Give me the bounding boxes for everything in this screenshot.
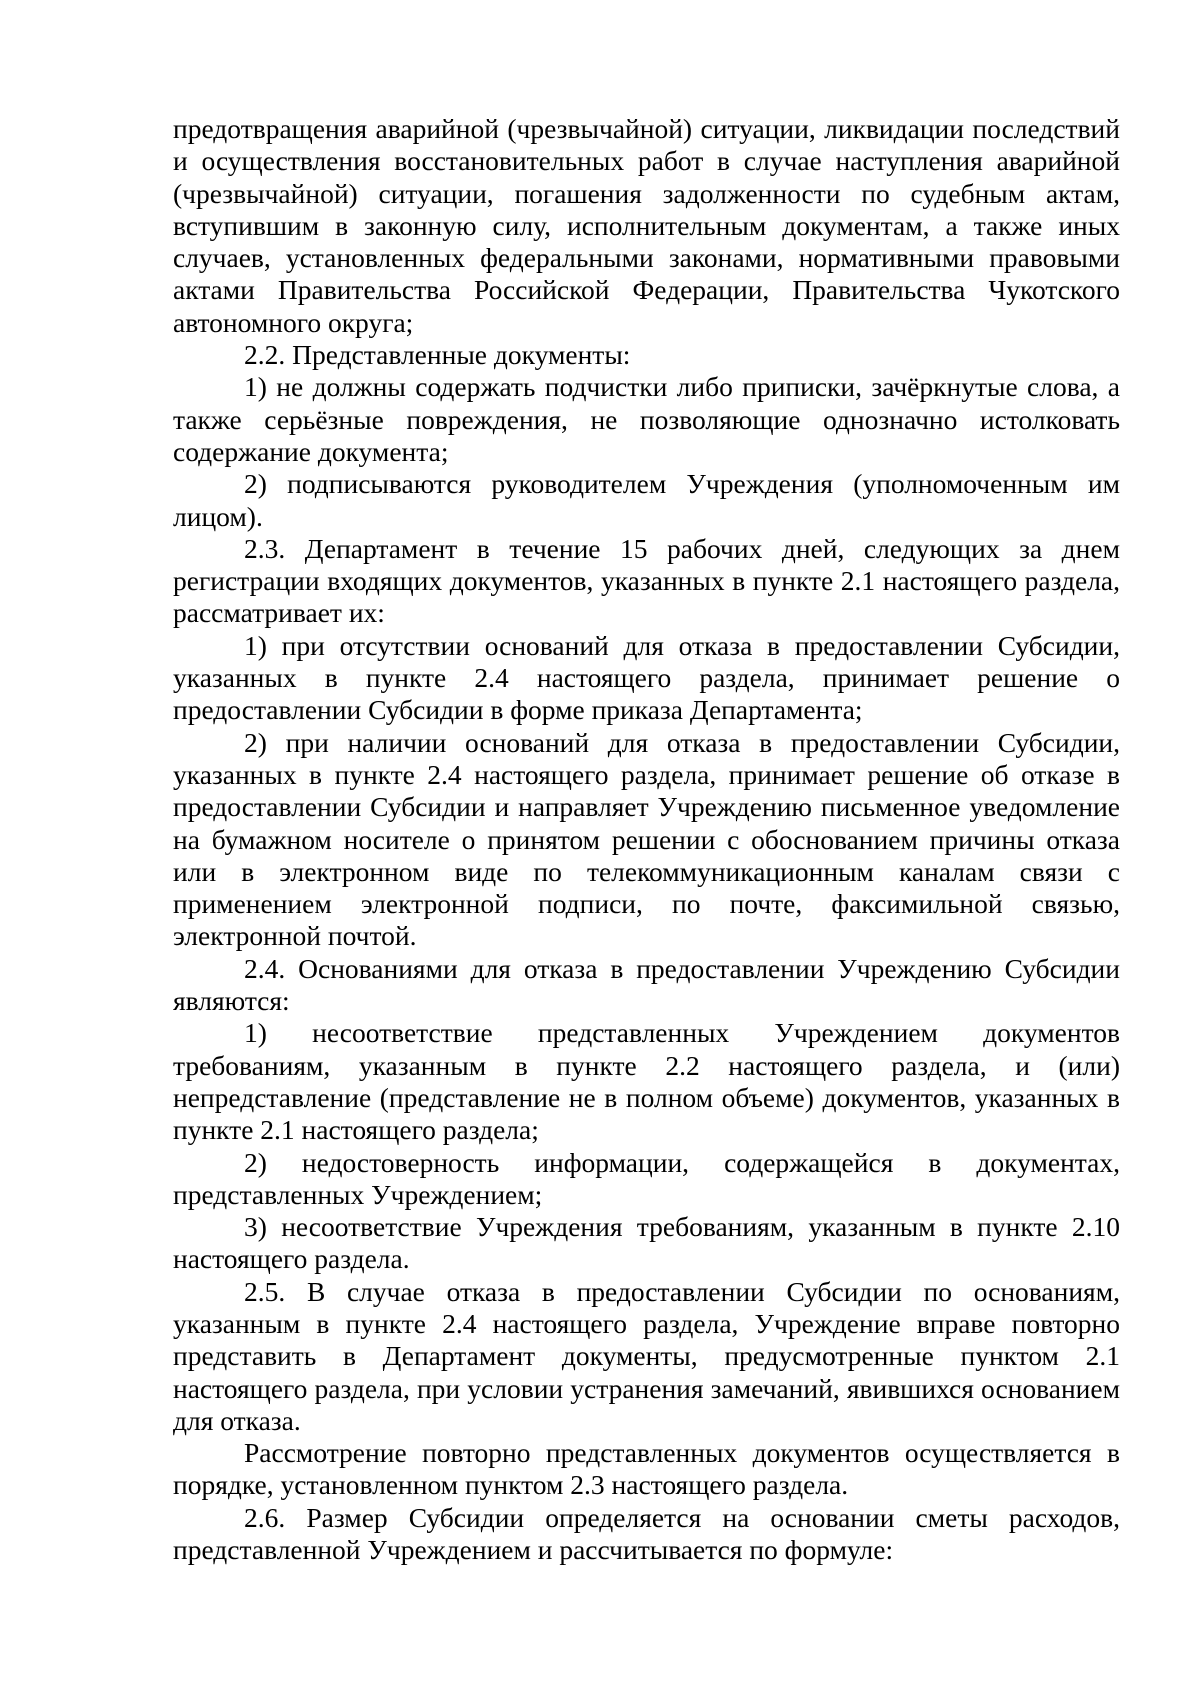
paragraph-2-2-item-2: 2) подписываются руководителем Учреждения (уполномоченным им лицом). bbox=[173, 468, 1120, 532]
paragraph-2-4-item-3: 3) несоответствие Учреждения требованиям, указанным в пункте 2.10 настоящего раздела. bbox=[173, 1211, 1120, 1275]
paragraph-2-2: 2.2. Представленные документы: bbox=[244, 339, 631, 371]
paragraph-2-4-item-2: 2) недостоверность информации, содержащейся в документах, представленных Учреждением; bbox=[173, 1146, 1120, 1210]
paragraph-2-3: 2.3. Департамент в течение 15 рабочих дней, следующих за днем регистрации входящих документов, указанных в пункте 2.1 настоящего раздела, рассматривает их: bbox=[173, 532, 1120, 629]
paragraph-2-4-item-1: 1) несоответствие представленных Учреждением документов требованиям, указанным в пункте 2.2 настоящего раздела, и (или) непредставление (представление не в полном объеме) документов, указанных в пункте 2.1 настоящего раздела; bbox=[173, 1017, 1120, 1146]
paragraph-2-2-item-1: 1) не должны содержать подчистки либо приписки, зачёркнутые слова, а также серьёзные повреждения, не позволяющие однозначно истолковать содержание документа; bbox=[173, 371, 1120, 467]
paragraph-2-5: 2.5. В случае отказа в предоставлении Субсидии по основаниям, указанным в пункте 2.4 настоящего раздела, Учреждение вправе повторно представить в Департамент документы, предусмотренные пунктом 2.1 настоящего раздела, при условии устранения замечаний, явившихся основанием для отказа. bbox=[173, 1275, 1120, 1436]
document-page bbox=[173, 113, 1120, 1566]
paragraph-2-4: 2.4. Основаниями для отказа в предоставлении Учреждению Субсидии являются: bbox=[173, 952, 1120, 1017]
paragraph-2-3-item-2: 2) при наличии оснований для отказа в предоставлении Субсидии, указанных в пункте 2.4 настоящего раздела, принимает решение об отказе в предоставлении Субсидии и направляет Учреждению письменное уведомление на бумажном носителе о принятом решении с обоснованием причины отказа или в электронном виде по телекоммуникационным каналам связи с применением электронной подписи, по почте, факсимильной связью, электронной почтой. bbox=[173, 726, 1120, 952]
paragraph-2-5-review: Рассмотрение повторно представленных документов осуществляется в порядке, установленном пунктом 2.3 настоящего раздела. bbox=[173, 1437, 1120, 1501]
paragraph-continuation: предотвращения аварийной (чрезвычайной) ситуации, ликвидации последствий и осуществления восстановительных работ в случае наступления аварийной (чрезвычайной) ситуации, погашения задолженности по судебным актам, вступившим в законную силу, исполнительным документам, а также иных случаев, установленных федеральными законами, нормативными правовыми актами Правительства Российской Федерации, Правительства Чукотского автономного округа; bbox=[173, 113, 1120, 338]
paragraph-2-6: 2.6. Размер Субсидии определяется на основании сметы расходов, представленной Учреждением и рассчитывается по формуле: bbox=[173, 1501, 1120, 1566]
paragraph-2-3-item-1: 1) при отсутствии оснований для отказа в предоставлении Субсидии, указанных в пункте 2.4 настоящего раздела, принимает решение о предоставлении Субсидии в форме приказа Департамента; bbox=[173, 629, 1120, 726]
